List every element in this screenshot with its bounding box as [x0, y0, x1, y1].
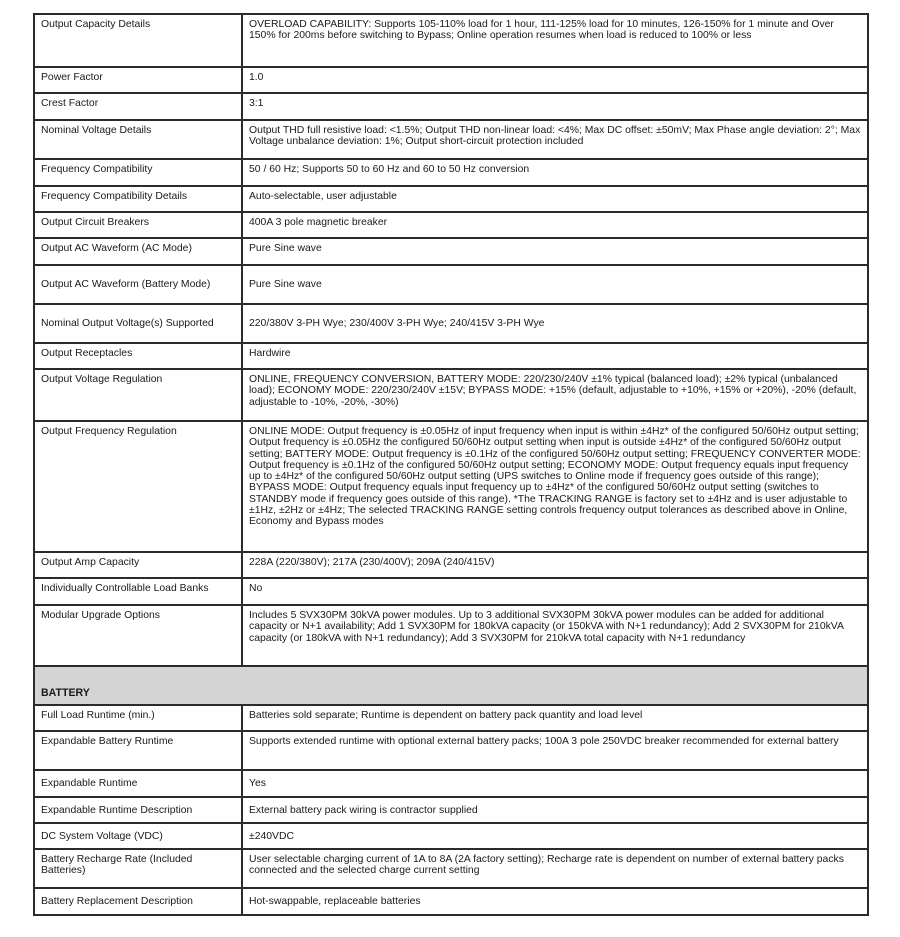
spec-value: External battery pack wiring is contractor supplied [242, 797, 868, 823]
spec-value: 1.0 [242, 67, 868, 93]
spec-value: ±240VDC [242, 823, 868, 849]
table-row [34, 67, 868, 93]
spec-value: 50 / 60 Hz; Supports 50 to 60 Hz and 60 to 50 Hz conversion [242, 159, 868, 186]
table-row [34, 797, 868, 823]
section-header-battery [34, 666, 868, 705]
table-row [34, 186, 868, 212]
table-row [34, 343, 868, 369]
spec-value: ONLINE MODE: Output frequency is ±0.05Hz of input frequency when input is within ±4Hz* of the configured 50/60Hz output setting; Output frequency is ±0.05Hz the configured 50/60Hz output setting when input is outside ±4Hz* of the configured 50/60Hz output setting; BATTERY MODE: Output frequency is ±0.1Hz of the configured 50/60Hz output setting; FREQUENCY CONVERTER MODE: Output frequency is ±0.1Hz of the configured 50/60Hz output setting; ECONOMY MODE: Output frequency equals input frequency up to ±4Hz* of the configured 50/60Hz output setting (UPS switches to Online mode if frequency goes outside of this range); BYPASS MODE: Output frequency equals input frequency up to ±4Hz* of the configured 50/60Hz output setting (switches to STANDBY mode if frequency goes outside of this range). *The TRACKING RANGE is factory set to ±4Hz and is user adjustable to ±1Hz, ±2Hz or ±4Hz; The selected TRACKING RANGE setting controls frequency output tolerances as described above in Online, Economy and Bypass modes [242, 421, 868, 552]
spec-value: No [242, 578, 868, 605]
specifications-table [33, 13, 869, 916]
spec-label: Output AC Waveform (Battery Mode) [34, 265, 242, 304]
table-row [34, 14, 868, 67]
spec-sheet [33, 13, 867, 916]
table-row [34, 159, 868, 186]
spec-label: Full Load Runtime (min.) [34, 705, 242, 731]
spec-value: User selectable charging current of 1A to 8A (2A factory setting); Recharge rate is dependent on number of external battery packs connected and the selected charge current setting [242, 849, 868, 888]
spec-value: Hot-swappable, replaceable batteries [242, 888, 868, 915]
spec-value: 228A (220/380V); 217A (230/400V); 209A (240/415V) [242, 552, 868, 578]
spec-label: Power Factor [34, 67, 242, 93]
table-row [34, 265, 868, 304]
table-row [34, 849, 868, 888]
spec-label: DC System Voltage (VDC) [34, 823, 242, 849]
table-row [34, 731, 868, 770]
spec-value: Pure Sine wave [242, 265, 868, 304]
spec-label: Battery Recharge Rate (Included Batteries) [34, 849, 242, 888]
table-row [34, 304, 868, 343]
spec-label: Output Receptacles [34, 343, 242, 369]
table-row [34, 369, 868, 421]
spec-label: Expandable Runtime Description [34, 797, 242, 823]
spec-value: Output THD full resistive load: <1.5%; Output THD non-linear load: <4%; Max DC offset: ±50mV; Max Phase angle deviation: 2°; Max Voltage unbalance deviation: 1%; Output short-circuit protection included [242, 120, 868, 159]
spec-label: Nominal Output Voltage(s) Supported [34, 304, 242, 343]
spec-label: Crest Factor [34, 93, 242, 120]
table-row [34, 120, 868, 159]
section-title: BATTERY [34, 666, 868, 705]
spec-label: Individually Controllable Load Banks [34, 578, 242, 605]
spec-label: Output AC Waveform (AC Mode) [34, 238, 242, 265]
table-row [34, 212, 868, 238]
spec-label: Nominal Voltage Details [34, 120, 242, 159]
spec-label: Output Voltage Regulation [34, 369, 242, 421]
table-row [34, 888, 868, 915]
spec-value: Yes [242, 770, 868, 797]
spec-value: 3:1 [242, 93, 868, 120]
spec-value: ONLINE, FREQUENCY CONVERSION, BATTERY MODE: 220/230/240V ±1% typical (balanced load); ±2% typical (unbalanced load); ECONOMY MODE: 220/230/240V ±15V; BYPASS MODE: +15% (default, adjustable to +10%, +15% or +20%), -20% (default, adjustable to -10%, -20%, -30%) [242, 369, 868, 421]
spec-label: Expandable Battery Runtime [34, 731, 242, 770]
spec-value: Supports extended runtime with optional external battery packs; 100A 3 pole 250VDC breaker recommended for external battery [242, 731, 868, 770]
spec-value: Hardwire [242, 343, 868, 369]
spec-value: Batteries sold separate; Runtime is dependent on battery pack quantity and load level [242, 705, 868, 731]
spec-value: OVERLOAD CAPABILITY: Supports 105-110% load for 1 hour, 111-125% load for 10 minutes, 126-150% for 1 minute and Over 150% for 200ms before switching to Bypass; Online operation resumes when load is reduced to 100% or less [242, 14, 868, 67]
spec-label: Frequency Compatibility Details [34, 186, 242, 212]
spec-label: Output Frequency Regulation [34, 421, 242, 552]
table-row [34, 605, 868, 666]
spec-label: Modular Upgrade Options [34, 605, 242, 666]
spec-label: Frequency Compatibility [34, 159, 242, 186]
spec-value: Auto-selectable, user adjustable [242, 186, 868, 212]
table-row [34, 705, 868, 731]
spec-value: 400A 3 pole magnetic breaker [242, 212, 868, 238]
table-row [34, 421, 868, 552]
table-row [34, 93, 868, 120]
spec-value: 220/380V 3-PH Wye; 230/400V 3-PH Wye; 240/415V 3-PH Wye [242, 304, 868, 343]
spec-label: Expandable Runtime [34, 770, 242, 797]
spec-label: Output Amp Capacity [34, 552, 242, 578]
spec-value: Pure Sine wave [242, 238, 868, 265]
table-row [34, 578, 868, 605]
table-row [34, 770, 868, 797]
table-row [34, 552, 868, 578]
table-row [34, 238, 868, 265]
spec-value: Includes 5 SVX30PM 30kVA power modules. Up to 3 additional SVX30PM 30kVA power modules can be added for additional capacity or N+1 availability; Add 1 SVX30PM for 180kVA capacity (or 150kVA with N+1 redundancy); Add 2 SVX30PM for 210kVA capacity (or 180kVA with N+1 redundancy); Add 3 SVX30PM for 210kVA total capacity with N+1 redundancy [242, 605, 868, 666]
spec-label: Output Circuit Breakers [34, 212, 242, 238]
spec-label: Battery Replacement Description [34, 888, 242, 915]
table-row [34, 823, 868, 849]
spec-label: Output Capacity Details [34, 14, 242, 67]
